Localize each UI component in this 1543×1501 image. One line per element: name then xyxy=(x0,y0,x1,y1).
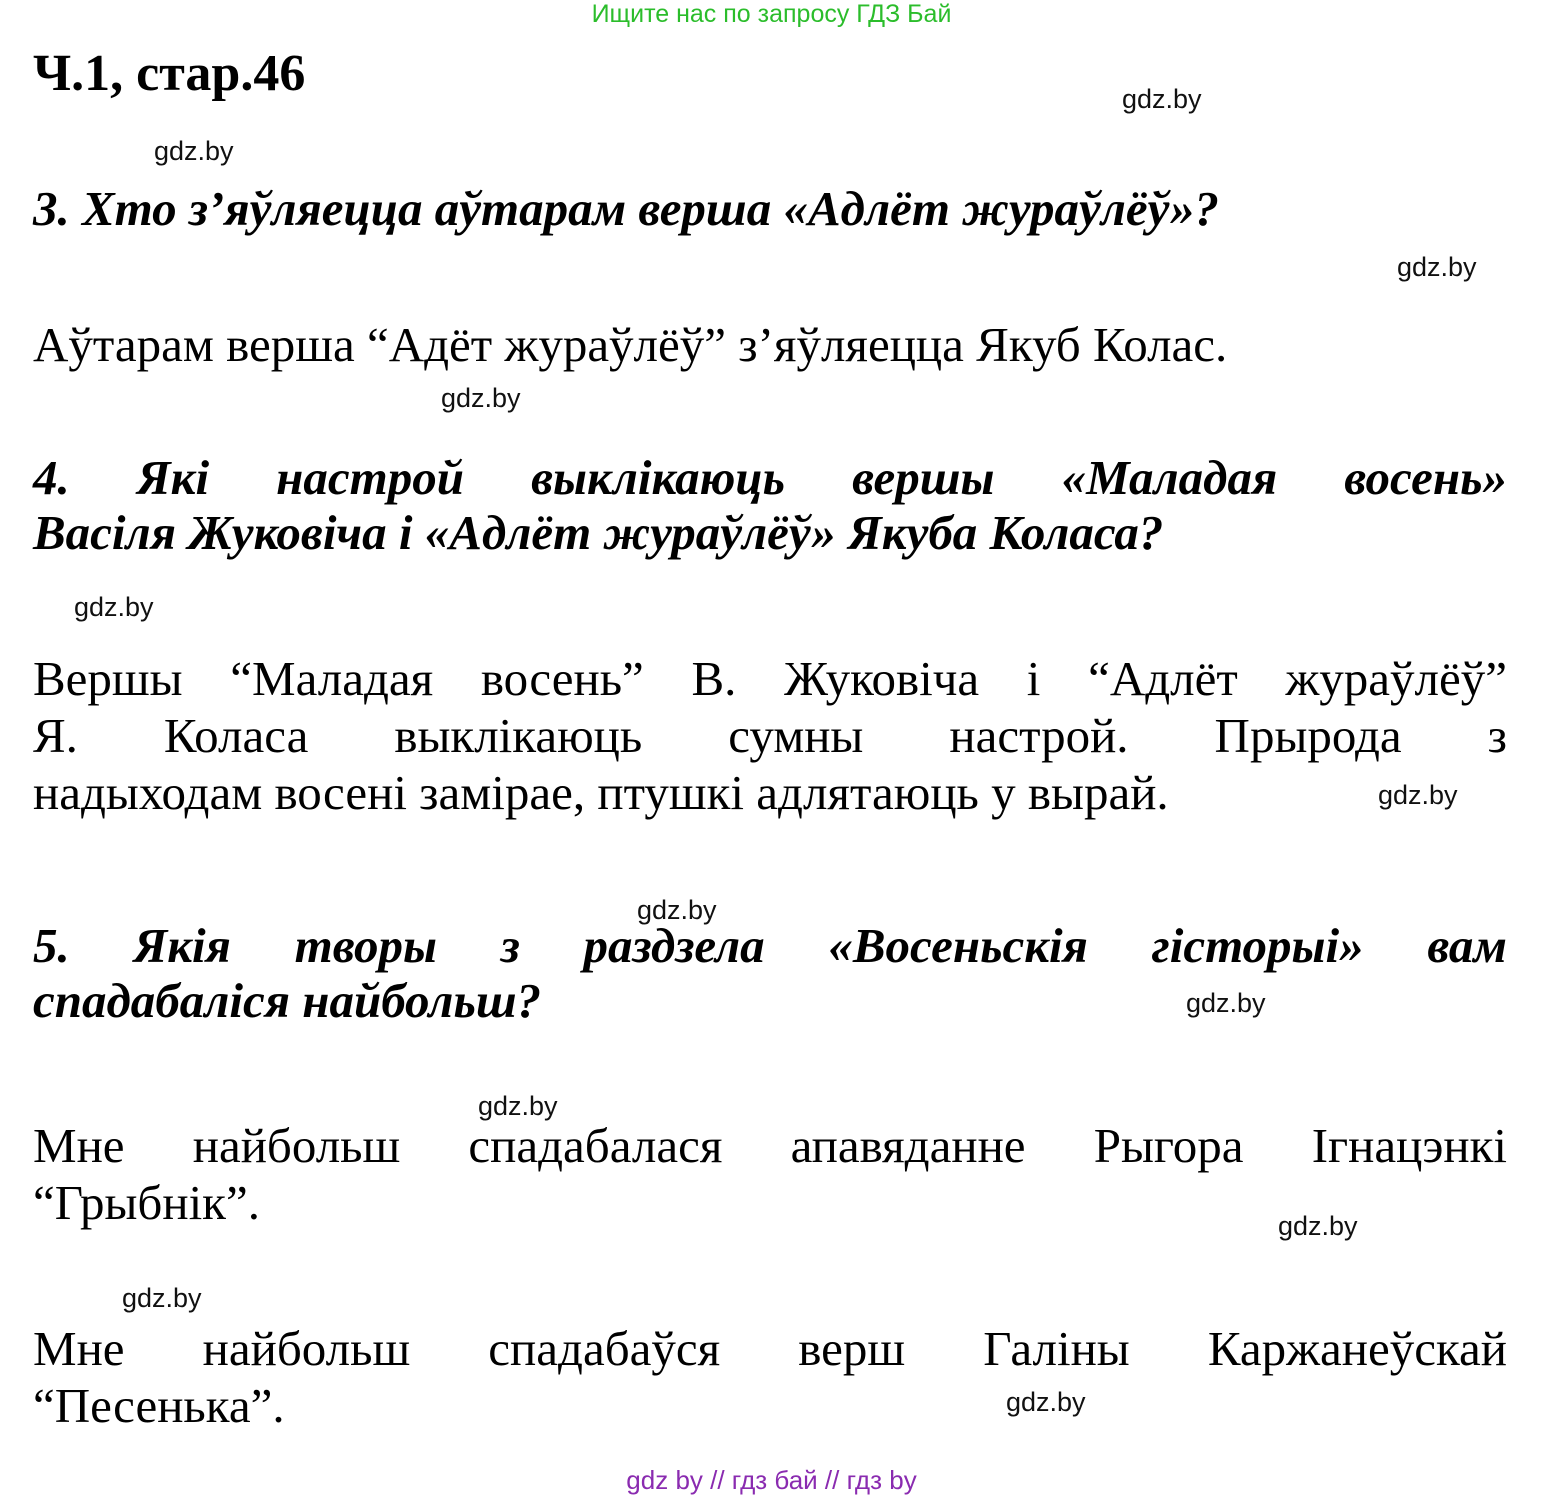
watermark: gdz.by xyxy=(441,383,521,413)
question-line: спадабаліся найбольш? xyxy=(33,973,542,1028)
top-search-note: Ищите нас по запросу ГДЗ Бай xyxy=(591,0,952,28)
question-3 xyxy=(33,181,1507,236)
answer-line: Вершы “Маладая восень” В. Жуковіча і “Адлёт жураўлёў” xyxy=(33,651,1507,706)
answer-line: “Грыбнік”. xyxy=(33,1175,260,1230)
watermark: gdz.by xyxy=(637,895,717,925)
question-line: Васіля Жуковіча і «Адлёт жураўлёў» Якуба Коласа? xyxy=(33,505,1164,560)
answer-4 xyxy=(33,650,1507,821)
watermark: gdz.by xyxy=(1006,1387,1086,1417)
answer-line: надыходам восені замірае, птушкі адлятаюць у вырай. xyxy=(33,765,1169,820)
watermark: gdz.by xyxy=(154,136,234,166)
question-line: 3. Хто з’яўляецца аўтарам верша «Адлёт жураўлёў»? xyxy=(33,181,1220,236)
question-line: 4. Які настрой выклікаюць вершы «Маладая восень» xyxy=(33,450,1507,505)
answer-line: “Песенька”. xyxy=(33,1378,285,1433)
watermark: gdz.by xyxy=(478,1091,558,1121)
watermark: gdz.by xyxy=(122,1283,202,1313)
answer-3 xyxy=(33,316,1507,373)
answer-5-2 xyxy=(33,1320,1507,1434)
watermark: gdz.by xyxy=(1378,780,1458,810)
page-title: Ч.1, стар.46 xyxy=(33,45,306,102)
answer-line: Аўтарам верша “Адёт жураўлёў” з’яўляецца Якуб Колас. xyxy=(33,317,1228,372)
watermark: gdz.by xyxy=(1397,252,1477,282)
answer-line: Мне найбольш спадабалася апавяданне Рыгора Ігнацэнкі xyxy=(33,1118,1507,1173)
answer-line: Я. Коласа выклікаюць сумны настрой. Прырода з xyxy=(33,708,1507,763)
watermark: gdz.by xyxy=(74,592,154,622)
question-5 xyxy=(33,918,1507,1028)
question-4 xyxy=(33,450,1507,560)
footer-watermark: gdz by // гдз бай // гдз by xyxy=(626,1465,917,1495)
question-line: 5. Якія творы з раздзела «Восеньскія гісторыі» вам xyxy=(33,918,1507,973)
watermark: gdz.by xyxy=(1278,1211,1358,1241)
answer-line: Мне найбольш спадабаўся верш Галіны Каржанеўскай xyxy=(33,1321,1507,1376)
watermark: gdz.by xyxy=(1186,988,1266,1018)
watermark: gdz.by xyxy=(1122,84,1202,114)
